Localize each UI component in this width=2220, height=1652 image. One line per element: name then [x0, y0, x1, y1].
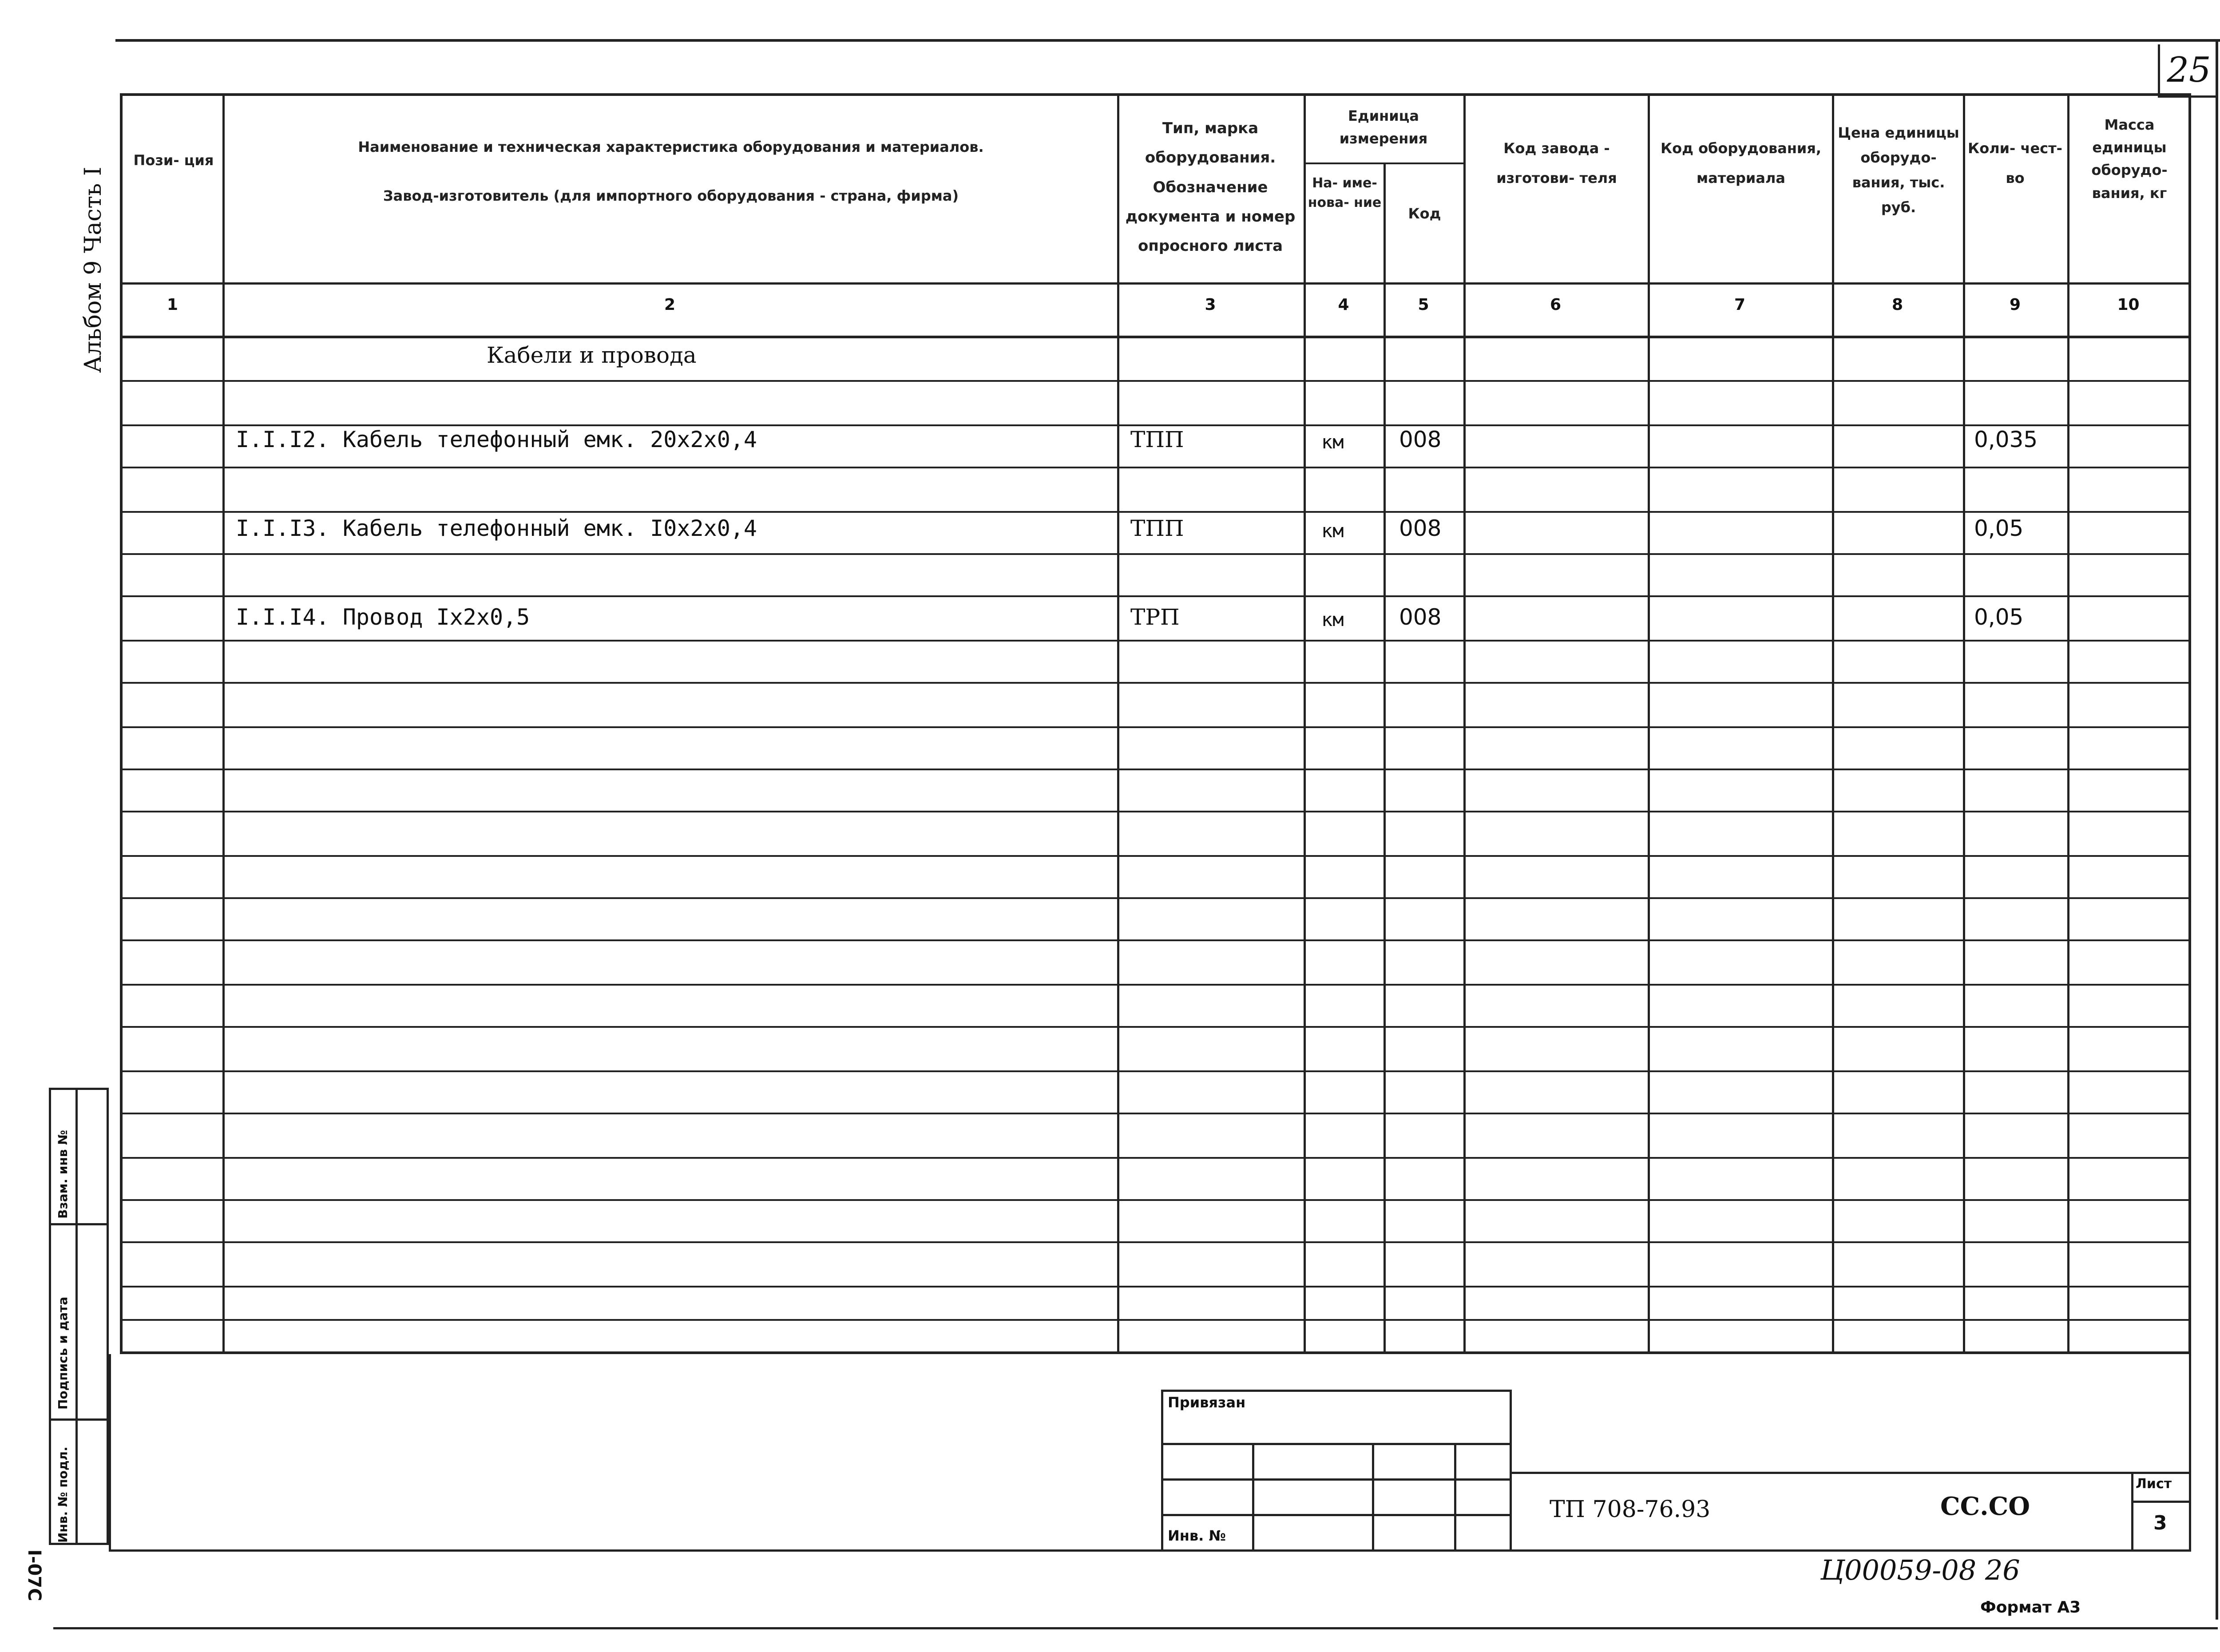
- header-col2-line2: Завод-изготовитель (для импортного оборудования - страна, фирма): [383, 187, 959, 204]
- header-col9: Коли- чест- во: [1968, 140, 2062, 187]
- stamp-sep: [51, 1418, 107, 1421]
- row-line: [123, 553, 2189, 555]
- privyazan-box: [1161, 1390, 1512, 1552]
- row-2-type: ТПП: [1130, 515, 1184, 541]
- col-number: 9: [2009, 296, 2021, 314]
- stamp-podpis-label: Подпись и дата: [56, 1296, 70, 1410]
- row-2-code: 008: [1399, 515, 1442, 541]
- row-3-qty: 0,05: [1974, 604, 2024, 630]
- row-2-name: I.I.I3. Кабель телефонный емк. I0х2х0,4: [236, 515, 757, 541]
- row-line: [123, 769, 2189, 770]
- inv-no-label: Инв. №: [1168, 1527, 1226, 1544]
- row-1-unit: км: [1321, 431, 1344, 453]
- col-divider: [1304, 96, 1306, 1354]
- row-1-type: ТПП: [1130, 427, 1184, 452]
- handwritten-code: Ц00059-08 26: [1820, 1554, 2020, 1586]
- frame-top-line: [115, 39, 2220, 42]
- col-number: 8: [1891, 296, 1903, 314]
- stamp-sep: [51, 1223, 107, 1225]
- col-divider: [1832, 96, 1834, 1354]
- header-bottom-line: [123, 282, 2189, 285]
- row-line: [123, 1319, 2189, 1321]
- row-2-qty: 0,05: [1974, 515, 2024, 541]
- margin-note-text: I-07C: [24, 1549, 44, 1601]
- col-number: 6: [1550, 296, 1562, 314]
- row-1-code: 008: [1399, 427, 1442, 452]
- section-title: Кабели и провода: [487, 342, 697, 368]
- row-line: [123, 1241, 2189, 1243]
- handwritten-sheet-number: 25: [2158, 44, 2218, 98]
- sheet-value: 3: [2153, 1512, 2167, 1534]
- tb-line: [1163, 1514, 1510, 1516]
- row-1-name: I.I.I2. Кабель телефонный емк. 20х2х0,4: [236, 427, 757, 452]
- header-col7: Код оборудования, материала: [1660, 140, 1822, 187]
- row-line: [123, 511, 2189, 513]
- format-label: Формат А3: [1980, 1598, 2081, 1616]
- row-line: [123, 682, 2189, 684]
- header-col3: Тип, марка оборудования. Обозначение документа и номер опросного листа: [1125, 119, 1296, 255]
- col-divider: [1463, 96, 1466, 1354]
- header-col8: Цена единицы оборудо- вания, тыс. руб.: [1838, 124, 1959, 216]
- row-3-name: I.I.I4. Провод Iх2х0,5: [236, 604, 530, 630]
- header-unit-group: Единица измерения: [1339, 107, 1428, 147]
- col-divider: [1384, 162, 1386, 1354]
- row-line: [123, 1199, 2189, 1201]
- row-line: [123, 640, 2189, 642]
- col-number: 4: [1338, 296, 1349, 314]
- col-number: 3: [1205, 296, 1216, 314]
- doc-code: ТП 708-76.93: [1550, 1496, 1711, 1523]
- col-divider: [2067, 96, 2069, 1354]
- row-line: [123, 1113, 2189, 1114]
- stamp-vzam-label: Взам. инв №: [56, 1130, 70, 1219]
- header-col5: Код: [1408, 205, 1441, 222]
- tb-line: [1163, 1443, 1510, 1445]
- header-col6: Код завода - изготови- теля: [1496, 140, 1617, 187]
- tb-line: [1252, 1443, 1254, 1549]
- row-line: [123, 939, 2189, 941]
- approval-stamp-column: [49, 1088, 109, 1545]
- stamp-inv-label: Инв. № подл.: [56, 1446, 70, 1543]
- tb-line: [2131, 1472, 2133, 1549]
- col-divider: [1963, 96, 1965, 1354]
- row-2-unit: км: [1321, 520, 1344, 542]
- tb-line: [2131, 1501, 2191, 1503]
- row-line: [123, 380, 2189, 382]
- col-number: 5: [1418, 296, 1429, 314]
- col-divider: [1117, 96, 1119, 1354]
- col-divider: [1648, 96, 1650, 1354]
- col-divider: [222, 96, 225, 1354]
- col-number: 2: [664, 296, 676, 314]
- row-line: [123, 726, 2189, 728]
- row-line: [123, 1286, 2189, 1288]
- tb-line: [1510, 1472, 2191, 1474]
- row-line: [123, 424, 2189, 426]
- specification-table: [120, 93, 2191, 1354]
- col-number: 7: [1734, 296, 1746, 314]
- row-line: [123, 595, 2189, 597]
- margin-note: [18, 1549, 62, 1620]
- header-col1: Пози- ция: [133, 152, 214, 169]
- row-line: [123, 897, 2189, 899]
- row-line: [123, 855, 2189, 857]
- row-line: [123, 811, 2189, 812]
- frame-bottom-line: [53, 1627, 2218, 1629]
- row-line: [123, 467, 2189, 468]
- row-line: [123, 1157, 2189, 1159]
- row-line: [123, 984, 2189, 986]
- unit-group-divider: [1304, 162, 1463, 164]
- col-number: 1: [166, 296, 178, 314]
- number-row-bottom-line: [123, 336, 2189, 338]
- row-3-unit: км: [1321, 609, 1344, 630]
- header-col10: Масса единицы оборудо- вания, кг: [2091, 116, 2168, 202]
- stamp-inner-line: [75, 1090, 78, 1543]
- sheet-label: Лист: [2136, 1476, 2172, 1492]
- col-number: 10: [2117, 296, 2140, 314]
- header-col2-line1: Наименование и техническая характеристика оборудования и материалов.: [358, 139, 984, 155]
- privyazan-label: Привязан: [1168, 1394, 1246, 1411]
- frame-right-line: [2216, 39, 2218, 1620]
- side-title-text: Альбом 9 Часть I: [80, 166, 107, 373]
- doc-suffix: СС.СО: [1940, 1492, 2030, 1521]
- title-block: [109, 1354, 2191, 1552]
- row-line: [123, 1070, 2189, 1072]
- header-col4: На- име- нова- ние: [1308, 175, 1382, 210]
- row-3-code: 008: [1399, 604, 1442, 630]
- tb-line: [1163, 1478, 1510, 1481]
- tb-line: [1454, 1443, 1456, 1549]
- tb-line: [1372, 1443, 1374, 1549]
- row-3-type: ТРП: [1130, 604, 1180, 630]
- row-1-qty: 0,035: [1974, 427, 2038, 452]
- row-line: [123, 1026, 2189, 1028]
